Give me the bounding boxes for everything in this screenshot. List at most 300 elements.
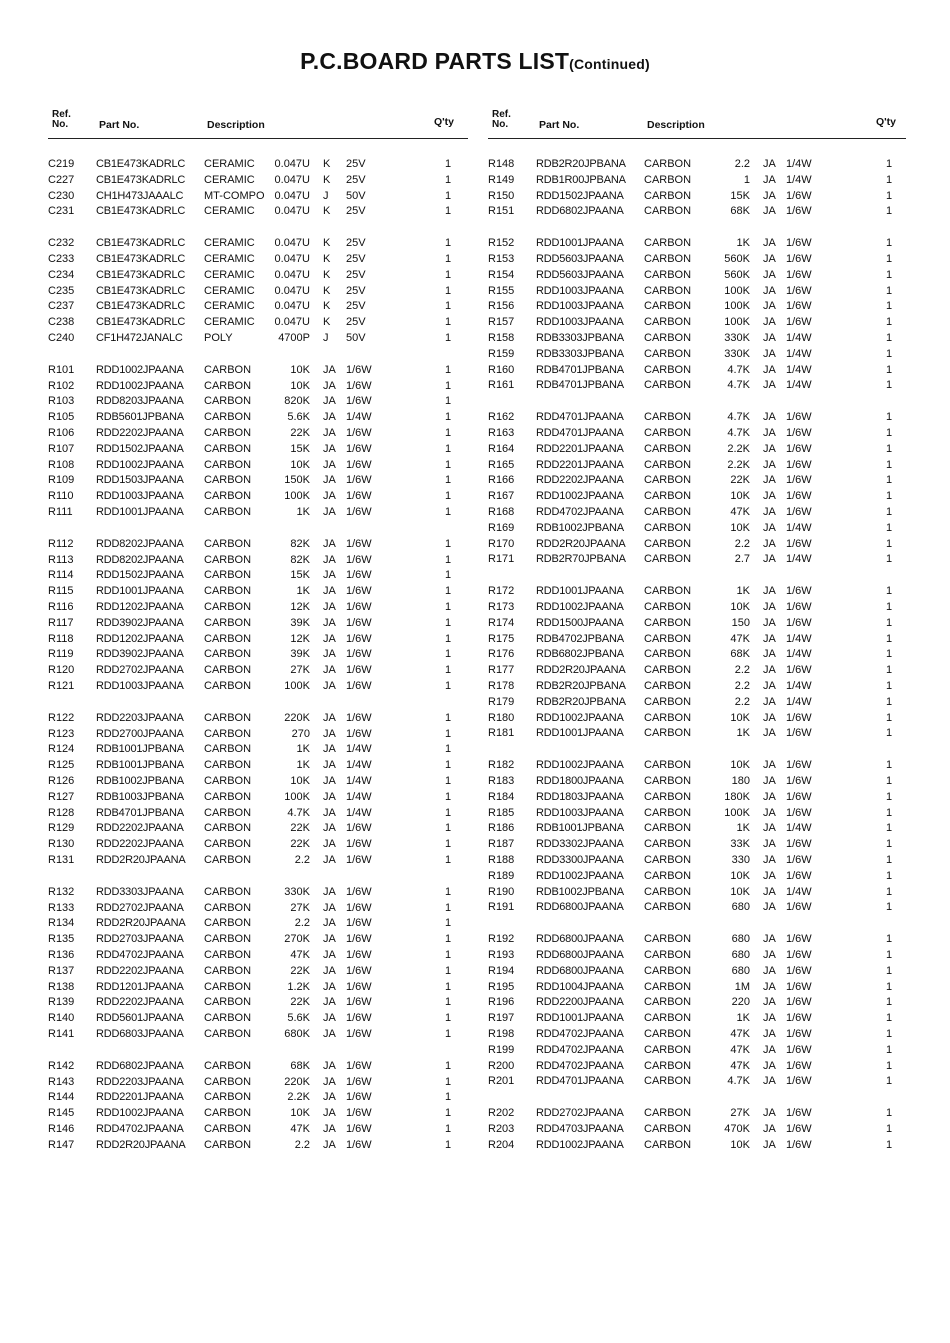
cell-component-type: CARBON [204, 506, 252, 518]
table-row [488, 252, 906, 266]
cell-component-type: CARBON [204, 427, 252, 439]
cell-value: 10K [290, 363, 310, 376]
cell-component-type: CARBON [644, 664, 692, 677]
cell-component-type: CARBON [204, 458, 252, 471]
cell-component-type: CARBON [644, 379, 692, 392]
cell-component-type: CARBON [644, 1012, 692, 1025]
cell-tolerance: JA [323, 506, 336, 518]
table-row [488, 711, 906, 725]
table-row [488, 521, 906, 535]
cell-rating: 1/6W [786, 775, 812, 787]
cell-value: 1.2K [287, 980, 310, 993]
cell-part-no: RDD4702JPAANA [96, 1123, 184, 1135]
cell-part-no: CB1E473KADRLC [96, 237, 186, 250]
cell-tolerance: JA [323, 1059, 336, 1072]
cell-ref-no: R117 [48, 616, 74, 629]
cell-quantity: 1 [444, 648, 452, 661]
cell-ref-no: R116 [48, 601, 74, 613]
cell-quantity: 1 [444, 189, 452, 202]
cell-part-no: RDD1003JPAANA [536, 300, 624, 313]
cell-quantity: 1 [444, 458, 452, 471]
cell-rating: 1/6W [786, 806, 812, 819]
cell-rating: 1/6W [346, 964, 372, 977]
table-row [48, 1027, 468, 1041]
cell-tolerance: JA [763, 427, 776, 439]
cell-rating: 1/4W [346, 411, 372, 424]
cell-rating: 1/6W [346, 648, 372, 661]
cell-rating: 1/6W [346, 1107, 372, 1120]
cell-tolerance: JA [763, 585, 776, 598]
cell-quantity: 1 [444, 253, 452, 265]
cell-value: 0.047U [274, 300, 310, 313]
cell-component-type: CERAMIC [204, 253, 255, 265]
table-row [48, 189, 468, 203]
cell-tolerance: JA [763, 300, 776, 313]
cell-value: 22K [730, 474, 750, 487]
cell-component-type: CARBON [204, 601, 252, 613]
cell-quantity: 1 [444, 316, 452, 329]
table-row [488, 189, 906, 203]
cell-tolerance: JA [323, 427, 336, 439]
cell-part-no: RDD2702JPAANA [96, 664, 184, 677]
table-row [48, 1138, 468, 1152]
cell-quantity: 1 [885, 711, 893, 724]
cell-tolerance: JA [323, 1012, 336, 1025]
cell-rating: 1/4W [786, 553, 812, 566]
cell-ref-no: R153 [488, 253, 515, 265]
cell-tolerance: K [323, 316, 331, 329]
table-row [48, 584, 468, 598]
cell-rating: 1/6W [346, 901, 372, 914]
cell-part-no: RDD2201JPAANA [96, 1091, 184, 1104]
cell-value: 10K [290, 775, 310, 787]
cell-rating: 1/6W [346, 949, 372, 961]
cell-quantity: 1 [444, 363, 452, 376]
cell-rating: 1/4W [786, 632, 812, 645]
cell-quantity: 1 [885, 806, 893, 819]
table-row [48, 932, 468, 946]
cell-rating: 1/6W [346, 1075, 372, 1088]
cell-part-no: RDD4702JPAANA [96, 949, 184, 961]
table-row [488, 900, 906, 914]
cell-ref-no: R126 [48, 775, 75, 787]
cell-part-no: RDD4701JPAANA [536, 411, 624, 424]
cell-value: 0.047U [274, 205, 310, 218]
table-row [488, 774, 906, 788]
cell-quantity: 1 [444, 838, 452, 851]
cell-tolerance: JA [323, 411, 336, 424]
cell-rating: 1/6W [786, 664, 812, 677]
cell-ref-no: R114 [48, 569, 74, 582]
cell-ref-no: R120 [48, 664, 75, 677]
cell-ref-no: R192 [488, 933, 515, 946]
cell-value: 10K [730, 1138, 750, 1151]
cell-part-no: RDB1002JPBANA [536, 885, 624, 898]
table-row [488, 964, 906, 978]
cell-component-type: CARBON [204, 648, 252, 661]
cell-ref-no: R127 [48, 790, 75, 803]
cell-value: 680 [731, 949, 750, 961]
cell-rating: 25V [346, 205, 366, 218]
cell-value: 270 [291, 727, 310, 740]
cell-component-type: CARBON [204, 1075, 252, 1088]
cell-quantity: 1 [444, 553, 452, 566]
cell-ref-no: C233 [48, 253, 75, 265]
cell-component-type: CARBON [204, 1107, 252, 1120]
cell-tolerance: JA [323, 601, 336, 613]
cell-ref-no: R125 [48, 759, 75, 772]
cell-part-no: RDB4701JPBANA [96, 806, 184, 819]
cell-value: 47K [290, 949, 310, 961]
cell-rating: 1/6W [346, 395, 372, 408]
cell-part-no: RDB1001JPBANA [536, 822, 624, 835]
table-row [48, 663, 468, 677]
cell-component-type: POLY [204, 332, 233, 344]
cell-value: 15K [730, 189, 750, 202]
cell-component-type: CARBON [204, 537, 252, 550]
cell-ref-no: R143 [48, 1075, 75, 1088]
cell-tolerance: JA [763, 1043, 776, 1056]
cell-value: 1K [736, 1012, 750, 1025]
cell-tolerance: JA [323, 949, 336, 961]
table-row [48, 885, 468, 899]
cell-tolerance: JA [763, 869, 776, 882]
table-row [48, 489, 468, 503]
cell-ref-no: R156 [488, 300, 515, 313]
table-row [48, 616, 468, 630]
cell-ref-no: R110 [48, 490, 74, 503]
table-row [48, 458, 468, 472]
cell-tolerance: JA [763, 664, 776, 677]
cell-component-type: CARBON [204, 1012, 252, 1025]
cell-part-no: RDB1002JPBANA [536, 521, 624, 534]
cell-part-no: RDD2202JPAANA [96, 964, 184, 977]
cell-quantity: 1 [885, 759, 893, 772]
cell-value: 22K [290, 427, 310, 439]
cell-ref-no: R197 [488, 1012, 515, 1025]
cell-ref-no: R105 [48, 411, 75, 424]
cell-part-no: RDB4702JPBANA [536, 632, 624, 645]
cell-component-type: CARBON [644, 553, 692, 566]
cell-rating: 1/6W [786, 1043, 812, 1056]
cell-component-type: CARBON [644, 158, 692, 170]
cell-component-type: CARBON [644, 363, 692, 376]
cell-tolerance: K [323, 268, 331, 281]
cell-quantity: 1 [885, 474, 893, 487]
cell-value: 39K [290, 648, 310, 661]
cell-rating: 1/6W [346, 616, 372, 629]
cell-part-no: RDD5601JPAANA [96, 1012, 184, 1025]
cell-value: 4.7K [287, 806, 310, 819]
cell-ref-no: R190 [488, 885, 515, 898]
cell-rating: 25V [346, 158, 366, 170]
table-row [48, 679, 468, 693]
cell-tolerance: JA [763, 854, 776, 866]
table-row [48, 299, 468, 313]
table-row [48, 1059, 468, 1073]
cell-component-type: CARBON [644, 885, 692, 898]
cell-quantity: 1 [444, 205, 452, 218]
table-row [48, 315, 468, 329]
cell-tolerance: JA [323, 458, 336, 471]
cell-rating: 1/6W [346, 1091, 372, 1104]
cell-quantity: 1 [444, 1123, 452, 1135]
cell-value: 1M [734, 980, 750, 993]
cell-tolerance: JA [763, 553, 776, 566]
cell-component-type: CARBON [644, 996, 692, 1009]
table-row [48, 268, 468, 282]
cell-rating: 1/6W [786, 253, 812, 265]
cell-tolerance: J [323, 332, 329, 344]
cell-quantity: 1 [885, 854, 893, 866]
cell-tolerance: JA [763, 237, 776, 250]
cell-part-no: CB1E473KADRLC [96, 205, 186, 218]
cell-tolerance: JA [763, 537, 776, 550]
cell-value: 180 [731, 775, 750, 787]
title-suffix: (Continued) [569, 56, 650, 72]
cell-component-type: CERAMIC [204, 316, 255, 329]
cell-component-type: CARBON [644, 964, 692, 977]
cell-part-no: RDD2702JPAANA [536, 1107, 624, 1120]
cell-rating: 1/6W [346, 553, 372, 566]
cell-part-no: RDD3300JPAANA [536, 854, 624, 866]
cell-quantity: 1 [444, 411, 452, 424]
cell-rating: 1/6W [786, 474, 812, 487]
cell-part-no: RDD1003JPAANA [96, 490, 184, 503]
cell-value: 330 [731, 854, 750, 866]
cell-component-type: CARBON [644, 521, 692, 534]
cell-tolerance: JA [763, 648, 776, 661]
cell-value: 4.7K [727, 379, 750, 392]
cell-component-type: CARBON [204, 996, 252, 1009]
cell-component-type: CARBON [204, 490, 252, 503]
cell-value: 100K [724, 806, 750, 819]
cell-quantity: 1 [885, 885, 893, 898]
table-row [488, 363, 906, 377]
cell-rating: 1/6W [346, 490, 372, 503]
header-qty: Q'ty [434, 116, 455, 128]
table-row [488, 1011, 906, 1025]
cell-ref-no: C234 [48, 268, 75, 281]
cell-tolerance: JA [323, 664, 336, 677]
cell-quantity: 1 [885, 727, 893, 740]
cell-tolerance: JA [763, 790, 776, 803]
cell-rating: 1/4W [786, 158, 812, 170]
cell-ref-no: C227 [48, 173, 75, 186]
cell-ref-no: R152 [488, 237, 515, 250]
cell-value: 2.2 [294, 854, 310, 866]
cell-quantity: 1 [444, 442, 452, 455]
cell-ref-no: R119 [48, 648, 74, 661]
cell-part-no: RDD1002JPAANA [96, 379, 184, 392]
cell-value: 5.6K [287, 411, 310, 424]
table-row [48, 806, 468, 820]
cell-part-no: RDD1803JPAANA [536, 790, 624, 803]
cell-tolerance: JA [323, 616, 336, 629]
cell-tolerance: JA [323, 743, 336, 756]
cell-ref-no: R171 [488, 553, 515, 566]
cell-component-type: CARBON [644, 458, 692, 471]
cell-quantity: 1 [885, 1028, 893, 1040]
cell-component-type: CARBON [644, 648, 692, 661]
cell-ref-no: R112 [48, 537, 74, 550]
cell-rating: 1/6W [346, 822, 372, 835]
cell-part-no: RDD3302JPAANA [536, 838, 624, 851]
cell-ref-no: R135 [48, 933, 75, 946]
cell-tolerance: JA [763, 885, 776, 898]
cell-rating: 1/4W [786, 680, 812, 692]
table-row [48, 774, 468, 788]
cell-rating: 1/6W [786, 869, 812, 882]
cell-tolerance: JA [763, 616, 776, 629]
cell-quantity: 1 [444, 822, 452, 835]
cell-rating: 1/6W [786, 458, 812, 471]
cell-rating: 1/6W [346, 996, 372, 1009]
cell-quantity: 1 [444, 949, 452, 961]
cell-component-type: CARBON [644, 268, 692, 281]
cell-rating: 1/6W [786, 537, 812, 550]
cell-ref-no: R136 [48, 949, 75, 961]
cell-tolerance: JA [323, 442, 336, 455]
cell-quantity: 1 [444, 1091, 452, 1104]
cell-tolerance: JA [323, 1091, 336, 1104]
cell-quantity: 1 [444, 585, 452, 598]
cell-component-type: CARBON [644, 632, 692, 645]
table-row [48, 252, 468, 266]
cell-tolerance: JA [763, 838, 776, 851]
table-row [488, 537, 906, 551]
cell-component-type: CARBON [204, 901, 252, 914]
cell-rating: 1/6W [346, 379, 372, 392]
table-row [48, 1090, 468, 1104]
cell-component-type: CARBON [644, 949, 692, 961]
cell-component-type: CARBON [204, 790, 252, 803]
cell-value: 1K [736, 237, 750, 250]
cell-part-no: RDD2R20JPAANA [96, 854, 186, 866]
cell-value: 100K [724, 284, 750, 297]
cell-value: 680K [284, 1028, 310, 1040]
cell-part-no: RDD6800JPAANA [536, 964, 624, 977]
cell-tolerance: JA [763, 268, 776, 281]
cell-component-type: CARBON [644, 300, 692, 313]
cell-value: 10K [290, 1107, 310, 1120]
cell-value: 22K [290, 964, 310, 977]
cell-component-type: CARBON [644, 759, 692, 772]
cell-tolerance: K [323, 173, 331, 186]
cell-tolerance: JA [763, 490, 776, 503]
title-main: P.C.BOARD PARTS LIST [300, 48, 570, 74]
cell-tolerance: JA [323, 917, 336, 930]
cell-value: 100K [284, 490, 310, 503]
cell-quantity: 1 [444, 284, 452, 297]
cell-quantity: 1 [885, 775, 893, 787]
cell-component-type: CARBON [644, 933, 692, 946]
cell-rating: 1/6W [786, 411, 812, 424]
cell-tolerance: JA [763, 1123, 776, 1135]
cell-ref-no: R107 [48, 442, 75, 455]
cell-value: 10K [730, 521, 750, 534]
table-row [488, 236, 906, 250]
cell-value: 27K [290, 901, 310, 914]
table-header-left [48, 110, 468, 139]
cell-tolerance: JA [323, 395, 336, 408]
cell-rating: 1/4W [786, 648, 812, 661]
cell-rating: 1/4W [346, 775, 372, 787]
cell-rating: 1/4W [346, 790, 372, 803]
cell-tolerance: K [323, 237, 331, 250]
cell-quantity: 1 [444, 901, 452, 914]
cell-tolerance: JA [323, 822, 336, 835]
cell-ref-no: R191 [488, 901, 515, 914]
cell-part-no: RDD6800JPAANA [536, 901, 624, 914]
cell-rating: 1/6W [346, 474, 372, 487]
cell-component-type: CARBON [644, 1059, 692, 1072]
cell-value: 10K [730, 601, 750, 613]
cell-tolerance: JA [763, 332, 776, 344]
cell-part-no: RDD2203JPAANA [96, 1075, 184, 1088]
cell-ref-no: R180 [488, 711, 515, 724]
cell-value: 0.047U [274, 158, 310, 170]
table-row [488, 726, 906, 740]
cell-part-no: RDD4702JPAANA [536, 1059, 624, 1072]
cell-part-no: RDD1003JPAANA [536, 284, 624, 297]
cell-tolerance: JA [763, 601, 776, 613]
cell-tolerance: JA [323, 632, 336, 645]
table-row [488, 442, 906, 456]
cell-quantity: 1 [885, 284, 893, 297]
cell-ref-no: R144 [48, 1091, 75, 1104]
cell-ref-no: C240 [48, 332, 75, 344]
table-row [48, 821, 468, 835]
table-row [488, 268, 906, 282]
cell-component-type: CARBON [644, 680, 692, 692]
cell-tolerance: JA [323, 711, 336, 724]
cell-component-type: CARBON [644, 442, 692, 455]
cell-tolerance: JA [763, 474, 776, 487]
cell-tolerance: JA [763, 347, 776, 360]
cell-tolerance: JA [763, 933, 776, 946]
cell-tolerance: JA [763, 253, 776, 265]
cell-component-type: CARBON [204, 1091, 252, 1104]
cell-part-no: RDD2201JPAANA [536, 442, 624, 455]
cell-tolerance: JA [323, 1028, 336, 1040]
cell-rating: 1/6W [786, 1012, 812, 1025]
cell-ref-no: C235 [48, 284, 75, 297]
cell-tolerance: JA [323, 553, 336, 566]
cell-part-no: RDD2201JPAANA [536, 458, 624, 471]
table-row [488, 157, 906, 171]
cell-component-type: CARBON [644, 347, 692, 360]
cell-component-type: CERAMIC [204, 173, 255, 186]
cell-component-type: CARBON [204, 885, 252, 898]
table-row [48, 948, 468, 962]
cell-value: 330K [724, 332, 750, 344]
cell-tolerance: JA [323, 854, 336, 866]
cell-rating: 1/6W [786, 189, 812, 202]
cell-quantity: 1 [444, 569, 452, 582]
table-row [488, 1074, 906, 1088]
cell-ref-no: R142 [48, 1059, 75, 1072]
cell-ref-no: R140 [48, 1012, 75, 1025]
cell-part-no: RDD4701JPAANA [536, 1075, 624, 1088]
cell-component-type: CARBON [204, 569, 252, 582]
table-row [488, 1027, 906, 1041]
cell-rating: 1/4W [786, 822, 812, 835]
parts-table-left [48, 109, 468, 1151]
table-row [488, 837, 906, 851]
cell-rating: 50V [346, 189, 366, 202]
cell-component-type: CARBON [644, 1107, 692, 1120]
